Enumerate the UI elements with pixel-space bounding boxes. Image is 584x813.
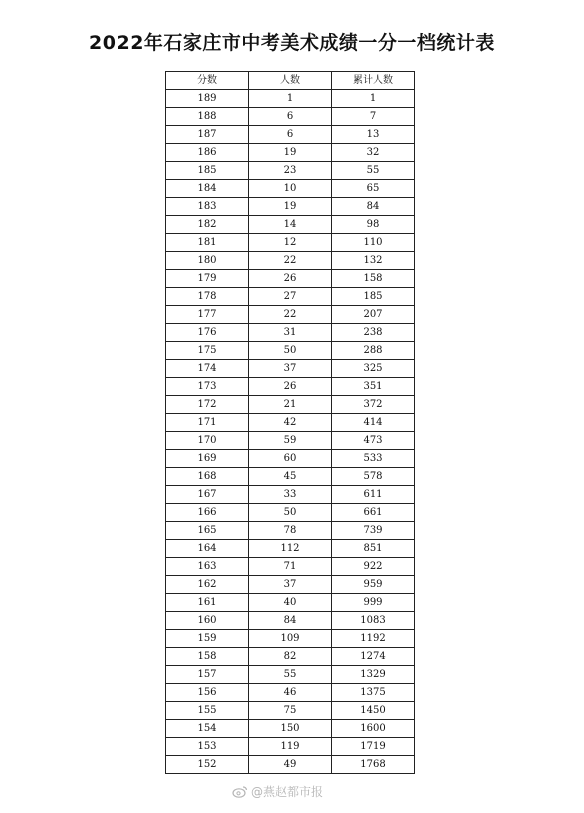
cell-score: 160	[166, 612, 249, 630]
cell-cumulative: 959	[332, 576, 415, 594]
cell-count: 109	[249, 630, 332, 648]
cell-cumulative: 110	[332, 234, 415, 252]
header-count: 人数	[249, 72, 332, 90]
cell-cumulative: 1768	[332, 756, 415, 774]
table-row	[166, 360, 415, 378]
table-row	[166, 576, 415, 594]
cell-count: 46	[249, 684, 332, 702]
cell-score: 173	[166, 378, 249, 396]
cell-count: 40	[249, 594, 332, 612]
table-row	[166, 486, 415, 504]
cell-score: 176	[166, 324, 249, 342]
cell-score: 162	[166, 576, 249, 594]
cell-count: 37	[249, 576, 332, 594]
cell-cumulative: 578	[332, 468, 415, 486]
score-distribution-table	[165, 71, 415, 774]
cell-count: 23	[249, 162, 332, 180]
cell-cumulative: 414	[332, 414, 415, 432]
cell-count: 26	[249, 378, 332, 396]
cell-score: 175	[166, 342, 249, 360]
table-row	[166, 144, 415, 162]
cell-score: 154	[166, 720, 249, 738]
cell-score: 178	[166, 288, 249, 306]
cell-score: 157	[166, 666, 249, 684]
cell-score: 188	[166, 108, 249, 126]
cell-cumulative: 473	[332, 432, 415, 450]
weibo-icon	[232, 785, 248, 798]
cell-cumulative: 922	[332, 558, 415, 576]
cell-count: 112	[249, 540, 332, 558]
cell-cumulative: 1375	[332, 684, 415, 702]
cell-score: 164	[166, 540, 249, 558]
table-row	[166, 288, 415, 306]
cell-score: 153	[166, 738, 249, 756]
cell-count: 71	[249, 558, 332, 576]
table-row	[166, 378, 415, 396]
table-row	[166, 270, 415, 288]
table-row	[166, 396, 415, 414]
cell-count: 10	[249, 180, 332, 198]
table-header-row	[166, 72, 415, 90]
cell-score: 168	[166, 468, 249, 486]
cell-score: 166	[166, 504, 249, 522]
cell-cumulative: 1450	[332, 702, 415, 720]
cell-score: 177	[166, 306, 249, 324]
cell-score: 186	[166, 144, 249, 162]
cell-cumulative: 84	[332, 198, 415, 216]
cell-cumulative: 1600	[332, 720, 415, 738]
cell-score: 155	[166, 702, 249, 720]
table-row	[166, 90, 415, 108]
cell-cumulative: 851	[332, 540, 415, 558]
cell-cumulative: 1719	[332, 738, 415, 756]
cell-score: 180	[166, 252, 249, 270]
cell-count: 1	[249, 90, 332, 108]
cell-cumulative: 288	[332, 342, 415, 360]
cell-count: 26	[249, 270, 332, 288]
cell-score: 185	[166, 162, 249, 180]
cell-score: 163	[166, 558, 249, 576]
cell-cumulative: 132	[332, 252, 415, 270]
cell-score: 161	[166, 594, 249, 612]
cell-cumulative: 1083	[332, 612, 415, 630]
table-row	[166, 324, 415, 342]
table-row	[166, 504, 415, 522]
cell-cumulative: 13	[332, 126, 415, 144]
cell-count: 6	[249, 108, 332, 126]
cell-count: 12	[249, 234, 332, 252]
cell-cumulative: 158	[332, 270, 415, 288]
table-row	[166, 234, 415, 252]
cell-cumulative: 999	[332, 594, 415, 612]
table-row	[166, 126, 415, 144]
cell-score: 184	[166, 180, 249, 198]
cell-count: 59	[249, 432, 332, 450]
cell-cumulative: 611	[332, 486, 415, 504]
cell-score: 174	[166, 360, 249, 378]
cell-count: 14	[249, 216, 332, 234]
cell-count: 119	[249, 738, 332, 756]
table-row	[166, 540, 415, 558]
cell-count: 50	[249, 504, 332, 522]
header-score: 分数	[166, 72, 249, 90]
table-row	[166, 630, 415, 648]
cell-score: 179	[166, 270, 249, 288]
page-title: 2022年石家庄市中考美术成绩一分一档统计表	[89, 32, 495, 54]
table-row	[166, 738, 415, 756]
table-row	[166, 666, 415, 684]
table-row	[166, 198, 415, 216]
cell-count: 150	[249, 720, 332, 738]
cell-count: 21	[249, 396, 332, 414]
cell-score: 170	[166, 432, 249, 450]
table-row	[166, 108, 415, 126]
cell-cumulative: 661	[332, 504, 415, 522]
cell-count: 37	[249, 360, 332, 378]
cell-count: 6	[249, 126, 332, 144]
table-row	[166, 252, 415, 270]
cell-score: 187	[166, 126, 249, 144]
cell-cumulative: 1274	[332, 648, 415, 666]
table-row	[166, 648, 415, 666]
cell-score: 169	[166, 450, 249, 468]
header-cumulative: 累计人数	[332, 72, 415, 90]
table-row	[166, 468, 415, 486]
cell-count: 55	[249, 666, 332, 684]
cell-count: 49	[249, 756, 332, 774]
cell-count: 31	[249, 324, 332, 342]
cell-count: 82	[249, 648, 332, 666]
cell-count: 50	[249, 342, 332, 360]
cell-count: 33	[249, 486, 332, 504]
cell-score: 159	[166, 630, 249, 648]
cell-cumulative: 372	[332, 396, 415, 414]
cell-cumulative: 739	[332, 522, 415, 540]
table-row	[166, 162, 415, 180]
cell-score: 181	[166, 234, 249, 252]
cell-count: 22	[249, 252, 332, 270]
cell-count: 60	[249, 450, 332, 468]
cell-count: 27	[249, 288, 332, 306]
cell-count: 19	[249, 198, 332, 216]
cell-cumulative: 32	[332, 144, 415, 162]
table-row	[166, 342, 415, 360]
table-row	[166, 594, 415, 612]
cell-count: 42	[249, 414, 332, 432]
cell-score: 182	[166, 216, 249, 234]
cell-score: 183	[166, 198, 249, 216]
cell-score: 189	[166, 90, 249, 108]
cell-score: 165	[166, 522, 249, 540]
table-row	[166, 612, 415, 630]
cell-cumulative: 185	[332, 288, 415, 306]
table-row	[166, 216, 415, 234]
table-row	[166, 432, 415, 450]
cell-score: 152	[166, 756, 249, 774]
watermark-text: @燕赵都市报	[251, 785, 324, 799]
table-row	[166, 414, 415, 432]
cell-count: 84	[249, 612, 332, 630]
cell-count: 75	[249, 702, 332, 720]
cell-count: 45	[249, 468, 332, 486]
table-row	[166, 702, 415, 720]
cell-score: 156	[166, 684, 249, 702]
cell-cumulative: 207	[332, 306, 415, 324]
cell-score: 171	[166, 414, 249, 432]
table-row	[166, 720, 415, 738]
watermark	[232, 783, 323, 800]
table-row	[166, 522, 415, 540]
cell-count: 19	[249, 144, 332, 162]
cell-count: 78	[249, 522, 332, 540]
cell-score: 167	[166, 486, 249, 504]
cell-cumulative: 351	[332, 378, 415, 396]
table-row	[166, 450, 415, 468]
cell-score: 158	[166, 648, 249, 666]
cell-score: 172	[166, 396, 249, 414]
cell-cumulative: 1329	[332, 666, 415, 684]
table-row	[166, 558, 415, 576]
cell-cumulative: 65	[332, 180, 415, 198]
table-row	[166, 306, 415, 324]
cell-cumulative: 98	[332, 216, 415, 234]
table-row	[166, 684, 415, 702]
cell-cumulative: 325	[332, 360, 415, 378]
cell-cumulative: 7	[332, 108, 415, 126]
cell-cumulative: 238	[332, 324, 415, 342]
cell-count: 22	[249, 306, 332, 324]
cell-cumulative: 1192	[332, 630, 415, 648]
cell-cumulative: 55	[332, 162, 415, 180]
table-row	[166, 180, 415, 198]
cell-cumulative: 1	[332, 90, 415, 108]
cell-cumulative: 533	[332, 450, 415, 468]
table-row	[166, 756, 415, 774]
